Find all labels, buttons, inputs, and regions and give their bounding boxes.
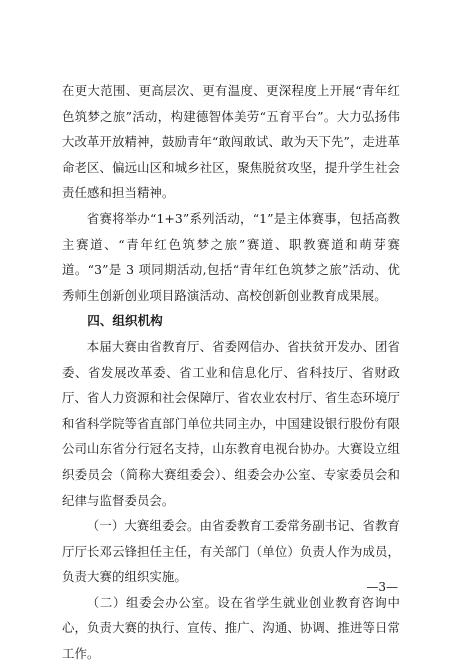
- paragraph-event-series: 省赛将举办“1+3”系列活动，“1”是主体赛事，包括高教主赛道、“青年红色筑梦之旅”赛道、职教赛道和萌芽赛道。“3”是 3 项同期活动,包括“青年红色筑梦之旅”活动、优秀师生创新创业项目路演活动、高校创新创业教育成果展。: [62, 210, 400, 303]
- document-body: [62, 78, 400, 667]
- paragraph-committee: （一）大赛组委会。由省委教育工委常务副书记、省教育厅厅长邓云锋担任主任，有关部门（单位）负责人作为成员，负责大赛的组织实施。: [62, 518, 400, 585]
- paragraph-continuation: 在更大范围、更高层次、更有温度、更深程度上开展“青年红色筑梦之旅”活动，构建德智体美劳“五育平台”。大力弘扬伟大改革开放精神，鼓励青年“敢闯敢试、敢为天下先”，走进革命老区、偏远山区和城乡社区，聚焦脱贫攻坚，提升学生社会责任感和担当精神。: [62, 83, 400, 201]
- paragraph-committee-office: （二）组委会办公室。设在省学生就业创业教育咨询中心，负责大赛的执行、宣传、推广、沟通、协调、推进等日常工作。: [62, 594, 400, 662]
- page-number: —3—: [366, 580, 398, 594]
- paragraph-organizers: 本届大赛由省教育厅、省委网信办、省扶贫开发办、团省委、省发展改革委、省工业和信息化厅、省科技厅、省财政厅、省人力资源和社会保障厅、省农业农村厅、省生态环境厅和省科学院等省直部门单位共同主办，中国建设银行股份有限公司山东省分行冠名支持，山东教育电视台协办。大赛设立组织委员会（简称大赛组委会）、组委会办公室、专家委员会和纪律与监督委员会。: [62, 338, 400, 508]
- section-heading: 四、组织机构: [87, 313, 163, 329]
